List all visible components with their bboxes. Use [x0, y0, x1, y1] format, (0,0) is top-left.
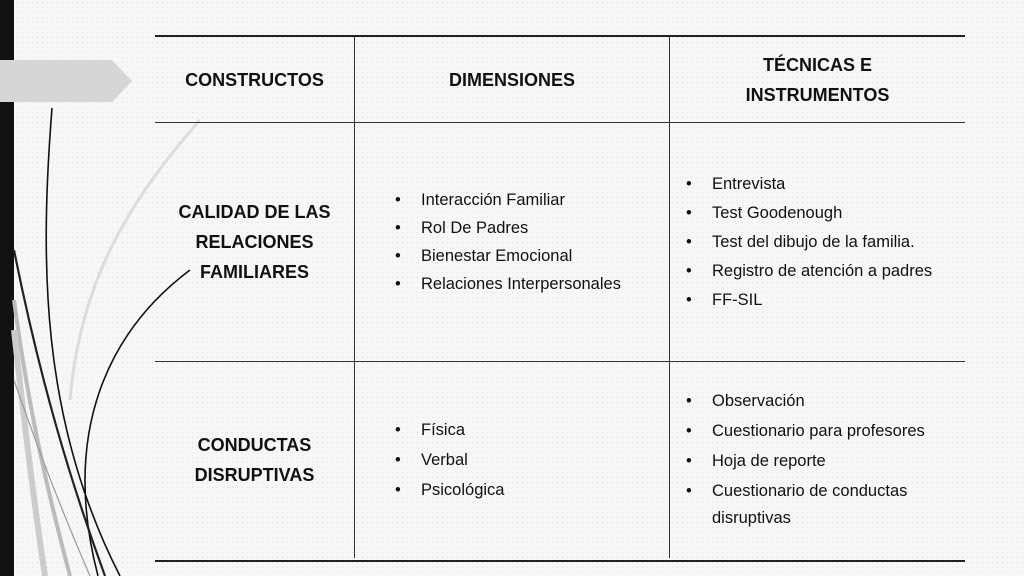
constructo-cell: CALIDAD DE LAS RELACIONES FAMILIARES: [155, 123, 355, 361]
list-item: • Rol De Padres: [395, 218, 621, 238]
header-cell-constructos: CONSTRUCTOS: [155, 37, 355, 122]
list-item: • Verbal: [395, 450, 504, 470]
list-item: • Observación: [686, 388, 942, 415]
list-item: • Relaciones Interpersonales: [395, 274, 621, 294]
list-item: • Cuestionario de conductas disruptivas: [686, 478, 942, 532]
dimensiones-cell: [355, 362, 670, 558]
list-item: • Interacción Familiar: [395, 190, 621, 210]
list-item: • Hoja de reporte: [686, 448, 942, 475]
list-item: • Psicológica: [395, 480, 504, 500]
header-cell-tecnicas: TÉCNICAS E INSTRUMENTOS: [745, 54, 890, 105]
list-item: • Entrevista: [686, 173, 942, 195]
list-item: • FF-SIL: [686, 289, 942, 311]
table-row: [155, 123, 965, 362]
list-item: • Test del dibujo de la familia.: [686, 231, 942, 253]
header-cell-dimensiones: DIMENSIONES: [355, 37, 670, 122]
dimensiones-cell: [355, 123, 670, 361]
table-row: [155, 362, 965, 558]
list-item: • Física: [395, 420, 504, 440]
list-item: • Cuestionario para profesores: [686, 418, 942, 445]
list-item: • Bienestar Emocional: [395, 246, 621, 266]
tecnicas-cell: [670, 123, 965, 361]
constructo-cell: CONDUCTAS DISRUPTIVAS: [155, 362, 355, 558]
constructs-table: [155, 35, 965, 562]
list-item: • Test Goodenough: [686, 202, 942, 224]
list-item: • Registro de atención a padres: [686, 260, 942, 282]
tecnicas-cell: [670, 362, 965, 558]
table-header-row: [155, 37, 965, 123]
